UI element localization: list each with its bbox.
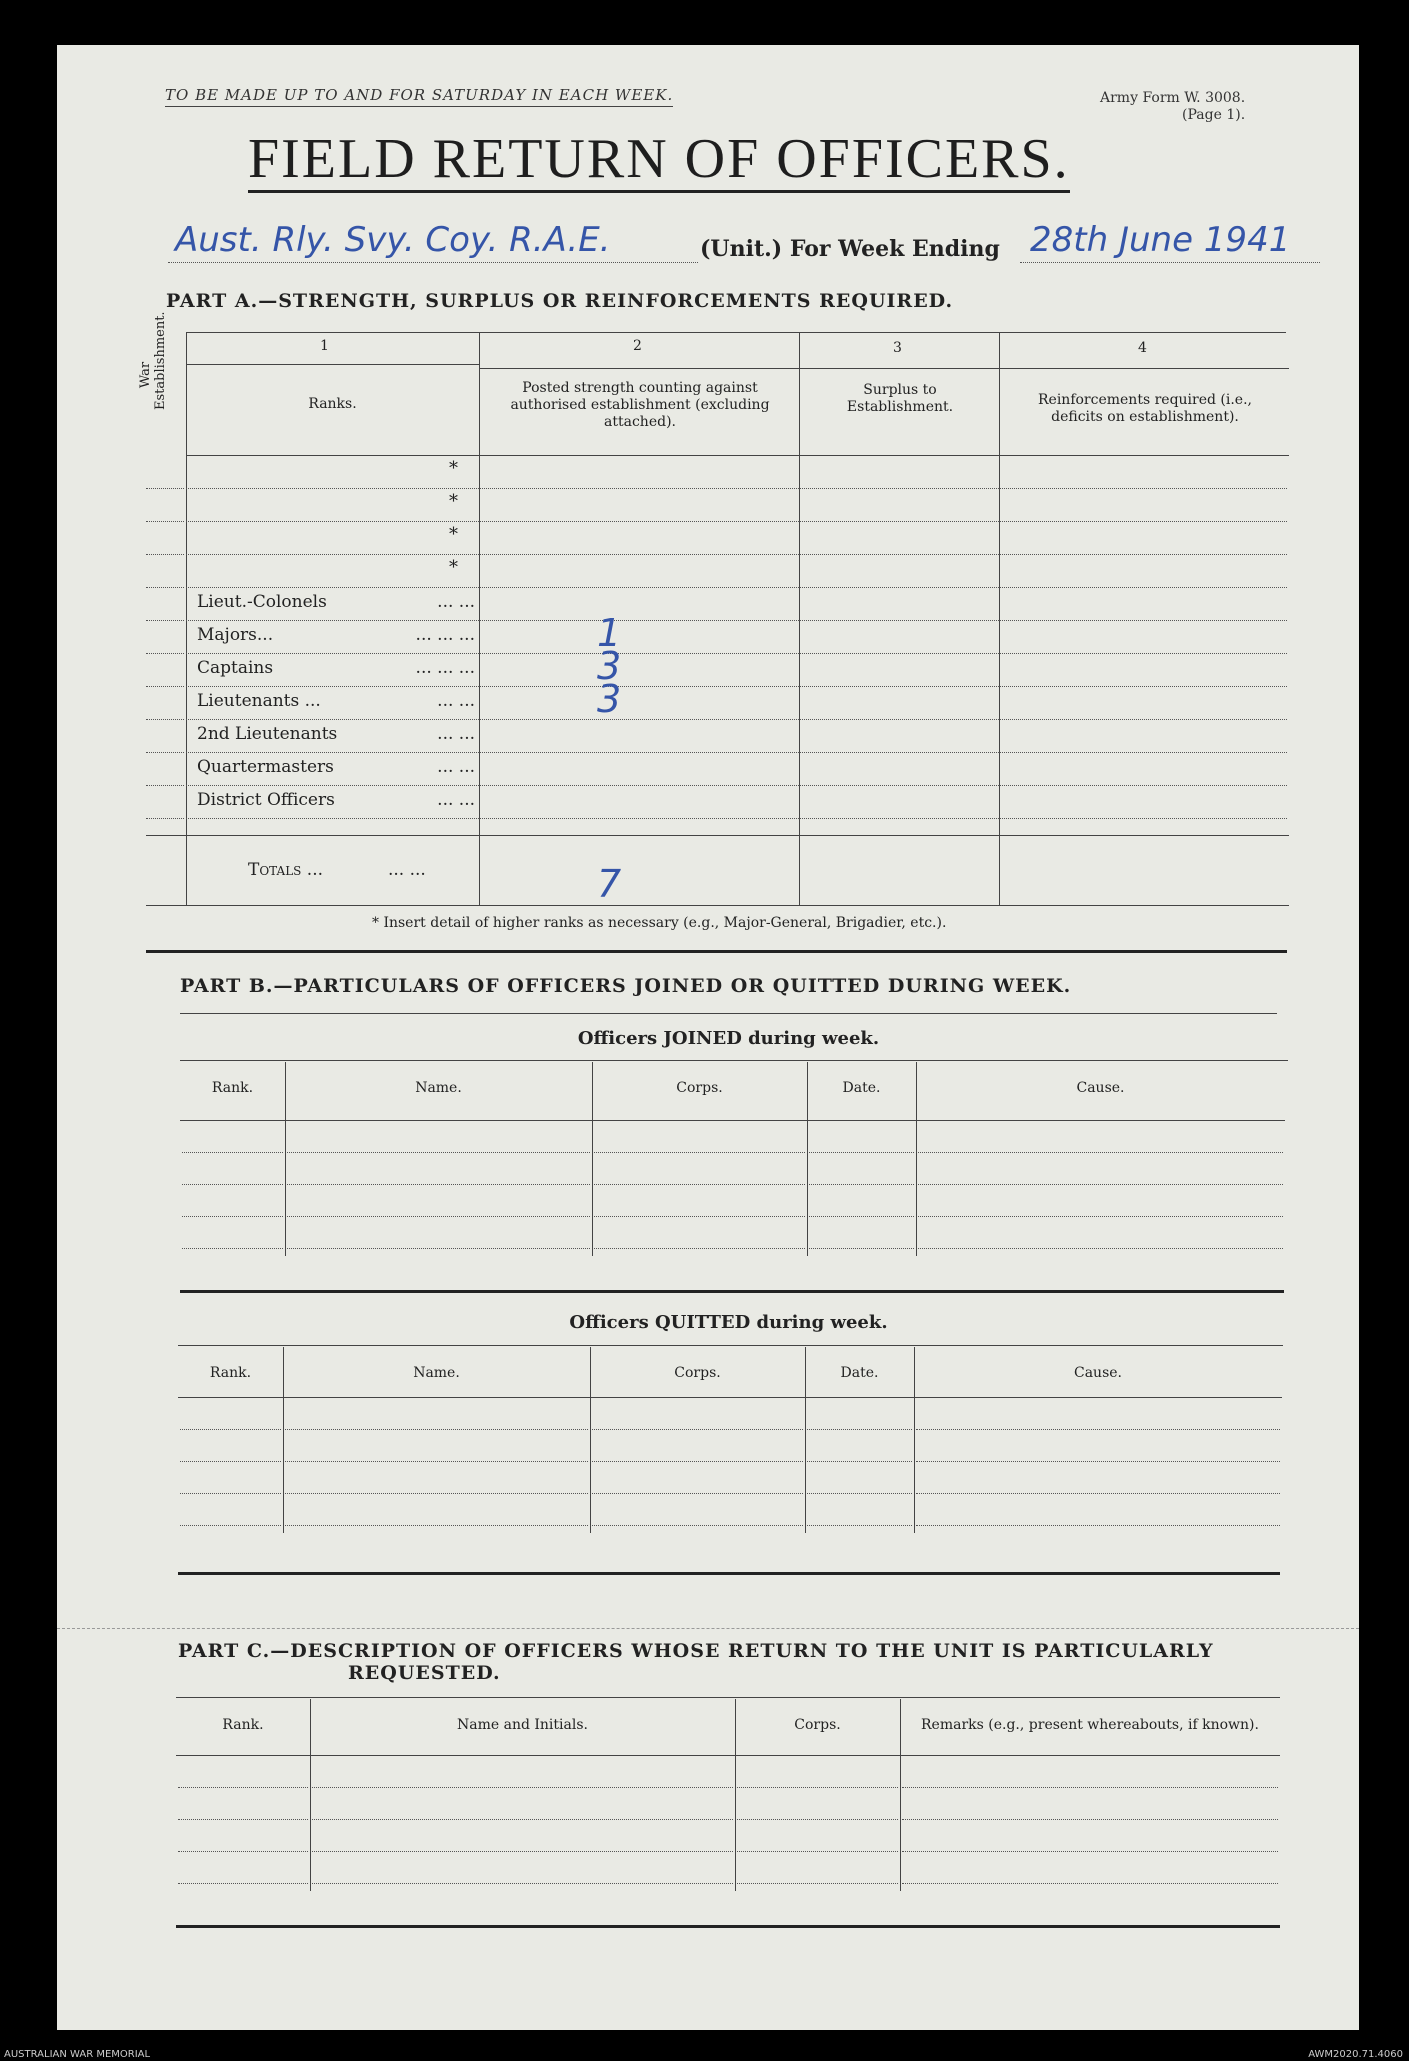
joined-col-divider [285, 1062, 286, 1256]
rank-cell-line [186, 521, 479, 522]
part-a-bottom-rule [146, 950, 1287, 953]
quitted-col-2: Corps. [674, 1365, 721, 1381]
army-form-label: Army Form W. 3008. [1100, 90, 1246, 106]
joined-cell-line [918, 1216, 1283, 1217]
joined-col-3: Date. [842, 1080, 881, 1096]
quitted-cell-line [592, 1493, 803, 1494]
part-c-header-rule [176, 1755, 1280, 1756]
rank-dots: ... ... [437, 757, 475, 777]
posted-cell-line [479, 521, 799, 522]
posted-cell-line [479, 719, 799, 720]
perforation-line [57, 1628, 1359, 1629]
joined-col-divider [916, 1062, 917, 1256]
part-c-cell-line [312, 1851, 733, 1852]
quitted-cell-line [285, 1461, 588, 1462]
joined-cell-line [182, 1248, 283, 1249]
quitted-cell-line [807, 1461, 912, 1462]
col-number-4: 4 [1138, 340, 1147, 356]
rank-cell-line [186, 719, 479, 720]
quitted-cell-line [592, 1429, 803, 1430]
quitted-col-4: Cause. [1074, 1365, 1122, 1381]
reinf-cell-line [999, 686, 1287, 687]
rank-cell-line [186, 488, 479, 489]
quitted-cell-line [916, 1461, 1280, 1462]
posted-cell-line [479, 686, 799, 687]
joined-cell-line [918, 1184, 1283, 1185]
joined-cell-line [809, 1152, 914, 1153]
surplus-cell-line [799, 719, 999, 720]
joined-col-4: Cause. [1076, 1080, 1125, 1096]
quitted-col-divider [805, 1347, 806, 1533]
quitted-col-divider [590, 1347, 591, 1533]
rank-dots: ... ... ... [415, 658, 475, 678]
joined-cell-line [182, 1216, 283, 1217]
part-c-cell-line [902, 1787, 1278, 1788]
joined-cell-line [287, 1248, 590, 1249]
quitted-cell-line [916, 1429, 1280, 1430]
part-a-footnote: * Insert detail of higher ranks as necessary (e.g., Major-General, Brigadier, etc.). [372, 915, 947, 931]
reinf-cell-line [999, 488, 1287, 489]
part-c-col-0: Rank. [222, 1717, 264, 1733]
joined-cell-line [594, 1152, 805, 1153]
quitted-col-0: Rank. [209, 1365, 252, 1381]
part-c-cell-line [737, 1883, 898, 1884]
joined-cell-line [287, 1216, 590, 1217]
unit-handwritten: Aust. Rly. Svy. Coy. R.A.E. [175, 220, 611, 260]
part-c-col-divider [310, 1699, 311, 1891]
rank-label: Majors... [197, 625, 274, 645]
posted-cell-line [479, 752, 799, 753]
part-c-cell-line [902, 1851, 1278, 1852]
joined-col-2: Corps. [676, 1080, 723, 1096]
quitted-cell-line [285, 1493, 588, 1494]
part-c-cell-line [178, 1819, 308, 1820]
war-est-cell [146, 818, 184, 819]
quitted-cell-line [592, 1525, 803, 1526]
joined-cell-line [182, 1152, 283, 1153]
posted-cell-line [479, 818, 799, 819]
posted-cell-line [479, 587, 799, 588]
part-a-heading: PART A.—STRENGTH, SURPLUS OR REINFORCEMENTS REQUIRED. [166, 290, 954, 312]
col-number-2: 2 [633, 338, 642, 354]
rank-label: Lieut.-Colonels [197, 592, 327, 612]
quitted-cell-line [592, 1461, 803, 1462]
surplus-cell-line [799, 587, 999, 588]
rank-dots: ... ... [437, 592, 475, 612]
col-number-1: 1 [320, 338, 329, 354]
quitted-cell-line [285, 1429, 588, 1430]
form-instruction: TO BE MADE UP TO AND FOR SATURDAY IN EACH WEEK. [165, 86, 673, 107]
posted-cell-line [479, 785, 799, 786]
quitted-cell-line [180, 1493, 281, 1494]
rank-cell-line [186, 653, 479, 654]
part-c-cell-line [178, 1787, 308, 1788]
posted-cell-line [479, 620, 799, 621]
war-est-cell [146, 521, 184, 522]
joined-cell-line [182, 1184, 283, 1185]
rank-dots: ... ... ... [415, 625, 475, 645]
rank-cell-line [186, 620, 479, 621]
quitted-cell-line [807, 1493, 912, 1494]
joined-cell-line [918, 1152, 1283, 1153]
army-form-number [1100, 90, 1245, 124]
part-c-cell-line [737, 1819, 898, 1820]
quitted-cell-line [916, 1525, 1280, 1526]
part-c-cell-line [902, 1819, 1278, 1820]
reinf-cell-line [999, 554, 1287, 555]
totals-dots: ... ... [388, 860, 426, 880]
surplus-cell-line [799, 686, 999, 687]
joined-cell-line [809, 1184, 914, 1185]
higher-rank-star: * [449, 458, 458, 479]
part-c-cell-line [737, 1851, 898, 1852]
surplus-cell-line [799, 488, 999, 489]
rank-dots: ... ... [437, 790, 475, 810]
joined-cell-line [809, 1216, 914, 1217]
joined-heading: Officers JOINED during week. [577, 1028, 880, 1049]
rank-dots: ... ... [437, 691, 475, 711]
surplus-cell-line [799, 554, 999, 555]
joined-cell-line [594, 1248, 805, 1249]
quitted-cell-line [916, 1493, 1280, 1494]
unit-underline [168, 262, 698, 263]
part-c-col-divider [900, 1699, 901, 1891]
quitted-cell-line [180, 1429, 281, 1430]
totals-label: Totals ... [248, 860, 323, 880]
posted-handwritten: 1 [597, 611, 622, 655]
rank-cell-line [186, 587, 479, 588]
part-c-cell-line [737, 1787, 898, 1788]
reinf-cell-line [999, 785, 1287, 786]
reinf-cell-line [999, 521, 1287, 522]
posted-cell-line [479, 653, 799, 654]
part-c-cell-line [902, 1883, 1278, 1884]
form-title: FIELD RETURN OF OFFICERS. [248, 128, 1070, 193]
part-b-heading: PART B.—PARTICULARS OF OFFICERS JOINED OR QUITTED DURING WEEK. [180, 975, 1072, 997]
joined-cell-line [809, 1248, 914, 1249]
quitted-col-1: Name. [413, 1365, 460, 1381]
reinf-cell-line [999, 752, 1287, 753]
rank-label: Captains [197, 658, 274, 678]
war-est-cell [146, 620, 184, 621]
joined-cell-line [594, 1216, 805, 1217]
week-ending-handwritten: 28th June 1941 [1030, 220, 1291, 260]
rank-label: 2nd Lieutenants [197, 724, 338, 744]
rank-label: Quartermasters [197, 757, 334, 777]
surplus-cell-line [799, 818, 999, 819]
footer-credit: AUSTRALIAN WAR MEMORIAL [4, 2049, 151, 2060]
war-est-cell [146, 488, 184, 489]
reinf-cell-line [999, 620, 1287, 621]
quitted-cell-line [807, 1429, 912, 1430]
posted-cell-line [479, 554, 799, 555]
reinf-cell-line [999, 587, 1287, 588]
page-label: (Page 1). [1182, 107, 1246, 123]
surplus-cell-line [799, 521, 999, 522]
joined-cell-line [594, 1184, 805, 1185]
quitted-heading: Officers QUITTED during week. [569, 1312, 888, 1333]
quitted-cell-line [285, 1525, 588, 1526]
reinf-cell-line [999, 818, 1287, 819]
part-c-cell-line [312, 1787, 733, 1788]
part-c-cell-line [312, 1819, 733, 1820]
higher-rank-star: * [449, 491, 458, 512]
surplus-cell-line [799, 752, 999, 753]
col-surplus-header: Surplus to Establishment. [846, 382, 954, 415]
joined-col-1: Name. [415, 1080, 462, 1096]
reinf-cell-line [999, 719, 1287, 720]
quitted-cell-line [180, 1461, 281, 1462]
col-posted-header: Posted strength counting against authorised establishment (excluding attached). [510, 380, 770, 430]
part-c-col-3: Remarks (e.g., present whereabouts, if known). [921, 1717, 1259, 1733]
quitted-col-divider [914, 1347, 915, 1533]
unit-label: (Unit.) For Week Ending [700, 236, 1000, 262]
part-c-cell-line [178, 1883, 308, 1884]
rank-dots: ... ... [437, 724, 475, 744]
part-c-col-divider [735, 1699, 736, 1891]
quitted-col-divider [283, 1347, 284, 1533]
rank-cell-line [186, 785, 479, 786]
joined-cell-line [287, 1184, 590, 1185]
quitted-cell-line [180, 1525, 281, 1526]
part-c-col-1: Name and Initials. [457, 1717, 588, 1733]
reinf-cell-line [999, 653, 1287, 654]
surplus-cell-line [799, 653, 999, 654]
joined-col-divider [592, 1062, 593, 1256]
rank-label: Lieutenants ... [197, 691, 321, 711]
quitted-cell-line [807, 1525, 912, 1526]
war-est-cell [146, 686, 184, 687]
war-est-cell [146, 785, 184, 786]
part-a-header-rule [186, 455, 1289, 456]
part-c-heading-line2: REQUESTED. [348, 1662, 501, 1684]
joined-cell-line [287, 1152, 590, 1153]
week-underline [1020, 262, 1320, 263]
surplus-cell-line [799, 620, 999, 621]
surplus-cell-line [799, 785, 999, 786]
war-est-cell [146, 752, 184, 753]
part-c-heading-line1: PART C.—DESCRIPTION OF OFFICERS WHOSE RETURN TO THE UNIT IS PARTICULARLY [178, 1640, 1214, 1662]
war-est-cell [146, 587, 184, 588]
joined-col-0: Rank. [211, 1080, 254, 1096]
footer-accession: AWM2020.71.4060 [1308, 2049, 1403, 2060]
rank-cell-line [186, 752, 479, 753]
higher-rank-star: * [449, 557, 458, 578]
joined-header-rule [180, 1120, 1285, 1121]
war-est-cell [146, 719, 184, 720]
joined-col-divider [807, 1062, 808, 1256]
rank-cell-line [186, 818, 479, 819]
part-c-cell-line [312, 1883, 733, 1884]
posted-handwritten: 3 [597, 644, 622, 688]
col-number-3: 3 [893, 340, 902, 356]
posted-cell-line [479, 488, 799, 489]
war-est-cell [146, 653, 184, 654]
rank-cell-line [186, 686, 479, 687]
quitted-header-rule [178, 1397, 1282, 1398]
quitted-col-3: Date. [840, 1365, 879, 1381]
col-reinforcements-header: Reinforcements required (i.e., deficits on establishment). [1038, 392, 1252, 425]
joined-cell-line [918, 1248, 1283, 1249]
posted-handwritten: 3 [597, 677, 622, 721]
rank-cell-line [186, 554, 479, 555]
rank-label: District Officers [197, 790, 335, 810]
part-c-cell-line [178, 1851, 308, 1852]
part-a-top-rule [186, 332, 1286, 333]
war-est-cell [146, 554, 184, 555]
col-ranks-header: Ranks. [308, 396, 357, 412]
higher-rank-star: * [449, 524, 458, 545]
war-establishment-label: War Establishment. [138, 311, 168, 410]
part-c-col-2: Corps. [794, 1717, 841, 1733]
totals-posted-handwritten: 7 [597, 862, 622, 906]
